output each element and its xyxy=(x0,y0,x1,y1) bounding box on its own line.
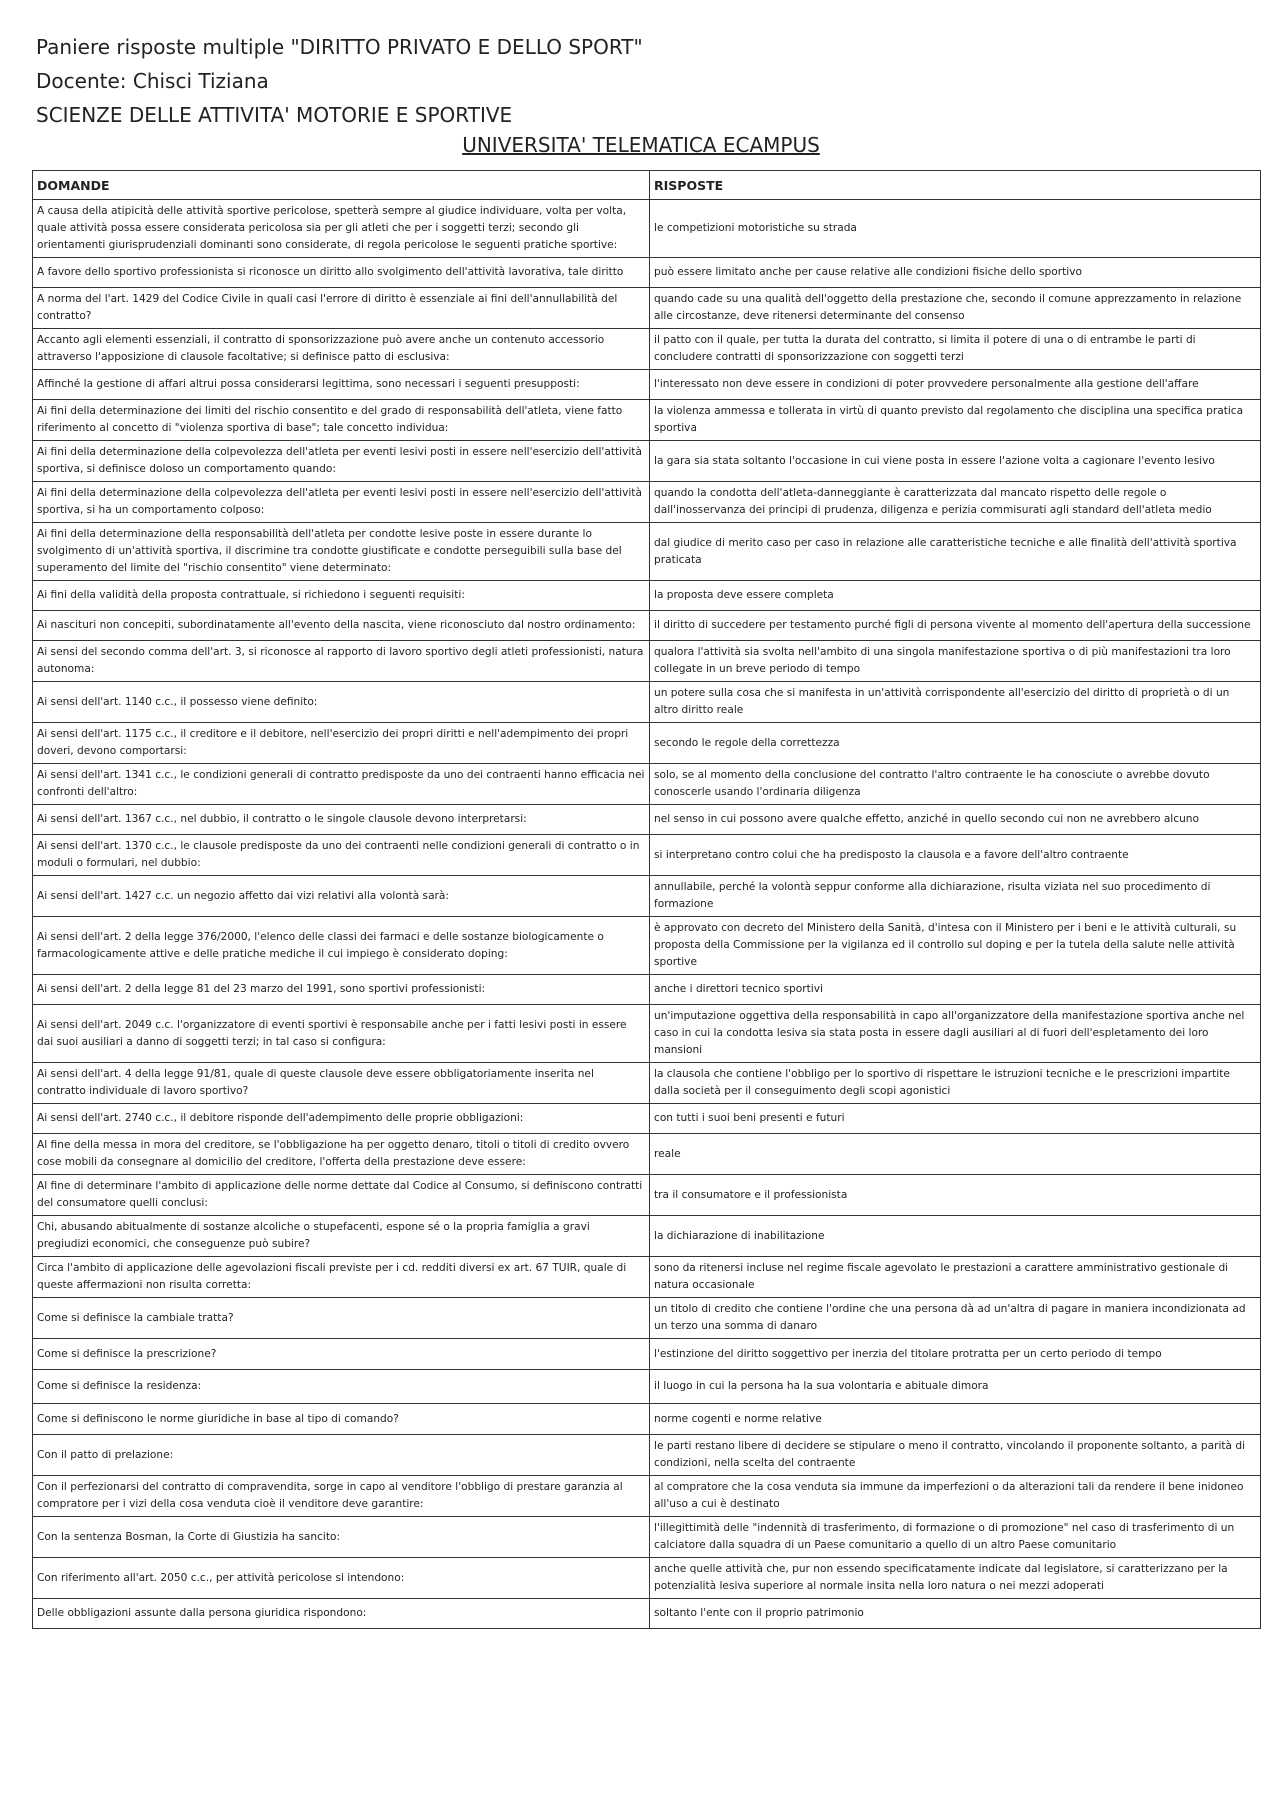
table-row xyxy=(33,523,1261,581)
answer-cell: è approvato con decreto del Ministero della Sanità, d'intesa con il Ministero per i beni e le attività culturali, su proposta della Commissione per la vigilanza ed il controllo sul doping e per la tutela della salute nelle attività sportive xyxy=(650,917,1261,975)
question-cell: Con la sentenza Bosman, la Corte di Giustizia ha sancito: xyxy=(33,1517,650,1558)
table-row xyxy=(33,1104,1261,1134)
table-row xyxy=(33,581,1261,611)
question-cell: Circa l'ambito di applicazione delle agevolazioni fiscali previste per i cd. redditi diversi ex art. 67 TUIR, quale di queste affermazioni non risulta corretta: xyxy=(33,1257,650,1298)
answer-cell: la proposta deve essere completa xyxy=(650,581,1261,611)
question-cell: Ai sensi dell'art. 1341 c.c., le condizioni generali di contratto predisposte da uno dei contraenti hanno efficacia nei confronti dell'altro: xyxy=(33,764,650,805)
answer-cell: soltanto l'ente con il proprio patrimonio xyxy=(650,1599,1261,1629)
answer-cell: anche i direttori tecnico sportivi xyxy=(650,975,1261,1005)
table-row xyxy=(33,1175,1261,1216)
answer-cell: un'imputazione oggettiva della responsabilità in capo all'organizzatore della manifestazione sportiva anche nel caso in cui la condotta lesiva sia stata posta in essere dagli ausiliari al di fuori dell'espletamento dei loro mansioni xyxy=(650,1005,1261,1063)
question-cell: Accanto agli elementi essenziali, il contratto di sponsorizzazione può avere anche un contenuto accessorio attraverso l'apposizione di clausole facoltative; si definisce patto di esclusiva: xyxy=(33,329,650,370)
answer-cell: quando cade su una qualità dell'oggetto della prestazione che, secondo il comune apprezzamento in relazione alle circostanze, deve ritenersi determinante del consenso xyxy=(650,288,1261,329)
answer-cell: annullabile, perché la volontà seppur conforme alla dichiarazione, risulta viziata nel suo procedimento di formazione xyxy=(650,876,1261,917)
question-cell: Come si definisce la cambiale tratta? xyxy=(33,1298,650,1339)
question-cell: Ai sensi dell'art. 1140 c.c., il possesso viene definito: xyxy=(33,682,650,723)
question-cell: A causa della atipicità delle attività sportive pericolose, spetterà sempre al giudice individuare, volta per volta, quale attività possa essere considerata pericolosa sia per gli atleti che per i soggetti terzi; secondo gli orientamenti giurisprudenziali dominanti sono considerate, di regola pericolose le seguenti pratiche sportive: xyxy=(33,200,650,258)
table-row xyxy=(33,1257,1261,1298)
question-cell: Ai sensi dell'art. 1370 c.c., le clausole predisposte da uno dei contraenti nelle condizioni generali di contratto o in moduli o formulari, nel dubbio: xyxy=(33,835,650,876)
answer-cell: sono da ritenersi incluse nel regime fiscale agevolato le prestazioni a carattere amministrativo gestionale di natura occasionale xyxy=(650,1257,1261,1298)
question-cell: Chi, abusando abitualmente di sostanze alcoliche o stupefacenti, espone sé o la propria famiglia a gravi pregiudizi economici, che conseguenze può subire? xyxy=(33,1216,650,1257)
course-title: Paniere risposte multiple "DIRITTO PRIVATO E DELLO SPORT" xyxy=(36,35,643,59)
table-row xyxy=(33,1435,1261,1476)
question-cell: Affinché la gestione di affari altrui possa considerarsi legittima, sono necessari i seguenti presupposti: xyxy=(33,370,650,400)
table-row xyxy=(33,441,1261,482)
question-cell: Ai nascituri non concepiti, subordinatamente all'evento della nascita, viene riconosciuto dal nostro ordinamento: xyxy=(33,611,650,641)
answer-cell: l'interessato non deve essere in condizioni di poter provvedere personalmente alla gestione dell'affare xyxy=(650,370,1261,400)
answer-cell: solo, se al momento della conclusione del contratto l'altro contraente le ha conosciute o avrebbe dovuto conoscerle usando l'ordinaria diligenza xyxy=(650,764,1261,805)
answer-cell: il patto con il quale, per tutta la durata del contratto, si limita il potere di una o di entrambe le parti di concludere contratti di sponsorizzazione con soggetti terzi xyxy=(650,329,1261,370)
table-row xyxy=(33,1298,1261,1339)
question-cell: Ai fini della determinazione dei limiti del rischio consentito e del grado di responsabilità dell'atleta, viene fatto riferimento al concetto di "violenza sportiva di base"; tale concetto individua: xyxy=(33,400,650,441)
answer-cell: al compratore che la cosa venduta sia immune da imperfezioni o da alterazioni tali da rendere il bene inidoneo all'uso a cui è destinato xyxy=(650,1476,1261,1517)
table-row xyxy=(33,641,1261,682)
answer-cell: le parti restano libere di decidere se stipulare o meno il contratto, vincolando il proponente soltanto, a parità di condizioni, nella scelta del contraente xyxy=(650,1435,1261,1476)
question-cell: Come si definiscono le norme giuridiche in base al tipo di comando? xyxy=(33,1404,650,1435)
table-row xyxy=(33,400,1261,441)
table-row xyxy=(33,611,1261,641)
table-row xyxy=(33,764,1261,805)
table-row xyxy=(33,258,1261,288)
table-row xyxy=(33,975,1261,1005)
column-header-domande: DOMANDE xyxy=(33,171,650,200)
question-cell: Con il patto di prelazione: xyxy=(33,1435,650,1476)
table-row xyxy=(33,1370,1261,1404)
document-header xyxy=(36,30,1246,160)
question-cell: Ai sensi dell'art. 1175 c.c., il creditore e il debitore, nell'esercizio dei propri diritti e nell'adempimento dei propri doveri, devono comportarsi: xyxy=(33,723,650,764)
answer-cell: quando la condotta dell'atleta-danneggiante è caratterizzata dal mancato rispetto delle regole o dall'inosservanza dei principi di prudenza, diligenza e perizia commisurati agli standard dell'atleta medio xyxy=(650,482,1261,523)
answer-cell: le competizioni motoristiche su strada xyxy=(650,200,1261,258)
university-name: UNIVERSITA' TELEMATICA ECAMPUS xyxy=(462,133,820,157)
table-row xyxy=(33,805,1261,835)
question-cell: Ai sensi dell'art. 2 della legge 81 del 23 marzo del 1991, sono sportivi professionisti: xyxy=(33,975,650,1005)
answer-cell: dal giudice di merito caso per caso in relazione alle caratteristiche tecniche e alle finalità dell'attività sportiva praticata xyxy=(650,523,1261,581)
answer-cell: con tutti i suoi beni presenti e futuri xyxy=(650,1104,1261,1134)
table-row xyxy=(33,835,1261,876)
question-cell: Ai sensi dell'art. 1367 c.c., nel dubbio, il contratto o le singole clausole devono interpretarsi: xyxy=(33,805,650,835)
question-cell: Come si definisce la prescrizione? xyxy=(33,1339,650,1370)
answer-cell: il diritto di succedere per testamento purché figli di persona vivente al momento dell'apertura della successione xyxy=(650,611,1261,641)
table-row xyxy=(33,1134,1261,1175)
answer-cell: un potere sulla cosa che si manifesta in un'attività corrispondente all'esercizio del diritto di proprietà o di un altro diritto reale xyxy=(650,682,1261,723)
question-cell: Ai fini della determinazione della responsabilità dell'atleta per condotte lesive poste in essere durante lo svolgimento di un'attività sportiva, il discrimine tra condotte giustificate e condotte perseguibili sulla base del superamento del limite del "rischio consentito" viene determinato: xyxy=(33,523,650,581)
table-row xyxy=(33,288,1261,329)
table-row xyxy=(33,1005,1261,1063)
answer-cell: nel senso in cui possono avere qualche effetto, anziché in quello secondo cui non ne avrebbero alcuno xyxy=(650,805,1261,835)
question-cell: Con riferimento all'art. 2050 c.c., per attività pericolose si intendono: xyxy=(33,1558,650,1599)
table-row xyxy=(33,1063,1261,1104)
question-cell: Ai sensi dell'art. 2 della legge 376/2000, l'elenco delle classi dei farmaci e delle sostanze biologicamente o farmacologicamente attive e delle pratiche mediche il cui impiego è considerato doping: xyxy=(33,917,650,975)
answer-cell: la dichiarazione di inabilitazione xyxy=(650,1216,1261,1257)
table-row xyxy=(33,723,1261,764)
table-row xyxy=(33,1404,1261,1435)
answer-cell: un titolo di credito che contiene l'ordine che una persona dà ad un'altra di pagare in maniera incondizionata ad un terzo una somma di danaro xyxy=(650,1298,1261,1339)
question-cell: Al fine della messa in mora del creditore, se l'obbligazione ha per oggetto denaro, titoli o titoli di credito ovvero cose mobili da consegnare al domicilio del creditore, l'offerta della prestazione deve essere: xyxy=(33,1134,650,1175)
question-cell: Delle obbligazioni assunte dalla persona giuridica rispondono: xyxy=(33,1599,650,1629)
question-cell: Ai fini della determinazione della colpevolezza dell'atleta per eventi lesivi posti in essere nell'esercizio dell'attività sportiva, si definisce doloso un comportamento quando: xyxy=(33,441,650,482)
question-cell: Ai sensi dell'art. 2740 c.c., il debitore risponde dell'adempimento delle proprie obbligazioni: xyxy=(33,1104,650,1134)
answer-cell: la clausola che contiene l'obbligo per lo sportivo di rispettare le istruzioni tecniche e le prescrizioni impartite dalla società per il conseguimento degli scopi agonistici xyxy=(650,1063,1261,1104)
table-row xyxy=(33,200,1261,258)
table-row xyxy=(33,1339,1261,1370)
answer-cell: la gara sia stata soltanto l'occasione in cui viene posta in essere l'azione volta a cagionare l'evento lesivo xyxy=(650,441,1261,482)
question-cell: Ai fini della determinazione della colpevolezza dell'atleta per eventi lesivi posti in essere nell'esercizio dell'attività sportiva, si ha un comportamento colposo: xyxy=(33,482,650,523)
table-row xyxy=(33,370,1261,400)
table-row xyxy=(33,1599,1261,1629)
degree-name: SCIENZE DELLE ATTIVITA' MOTORIE E SPORTIVE xyxy=(36,103,513,127)
answer-cell: l'estinzione del diritto soggettivo per inerzia del titolare protratta per un certo periodo di tempo xyxy=(650,1339,1261,1370)
table-row xyxy=(33,876,1261,917)
answer-cell: si interpretano contro colui che ha predisposto la clausola e a favore dell'altro contraente xyxy=(650,835,1261,876)
answer-cell: il luogo in cui la persona ha la sua volontaria e abituale dimora xyxy=(650,1370,1261,1404)
table-row xyxy=(33,1216,1261,1257)
table-row xyxy=(33,329,1261,370)
question-cell: Al fine di determinare l'ambito di applicazione delle norme dettate dal Codice al Consumo, si definiscono contratti del consumatore quelli conclusi: xyxy=(33,1175,650,1216)
question-cell: Ai sensi dell'art. 1427 c.c. un negozio affetto dai vizi relativi alla volontà sarà: xyxy=(33,876,650,917)
answer-cell: può essere limitato anche per cause relative alle condizioni fisiche dello sportivo xyxy=(650,258,1261,288)
table-row xyxy=(33,1558,1261,1599)
answer-cell: l'illegittimità delle "indennità di trasferimento, di formazione o di promozione" nel caso di trasferimento di un calciatore dalla squadra di un Paese comunitario a quello di un altro Paese comunitario xyxy=(650,1517,1261,1558)
question-cell: Ai sensi dell'art. 4 della legge 91/81, quale di queste clausole deve essere obbligatoriamente inserita nel contratto individuale di lavoro sportivo? xyxy=(33,1063,650,1104)
answer-cell: reale xyxy=(650,1134,1261,1175)
question-cell: A norma del l'art. 1429 del Codice Civile in quali casi l'errore di diritto è essenziale ai fini dell'annullabilità del contratto? xyxy=(33,288,650,329)
table-row xyxy=(33,1476,1261,1517)
answer-cell: tra il consumatore e il professionista xyxy=(650,1175,1261,1216)
answer-cell: anche quelle attività che, pur non essendo specificatamente indicate dal legislatore, si caratterizzano per la potenzialità lesiva superiore al normale insita nella loro natura o nei mezzi adoperati xyxy=(650,1558,1261,1599)
teacher-name: Docente: Chisci Tiziana xyxy=(36,69,269,93)
answer-cell: la violenza ammessa e tollerata in virtù di quanto previsto dal regolamento che disciplina una specifica pratica sportiva xyxy=(650,400,1261,441)
table-row xyxy=(33,482,1261,523)
question-cell: Ai sensi dell'art. 2049 c.c. l'organizzatore di eventi sportivi è responsabile anche per i fatti lesivi posti in essere dai suoi ausiliari a danno di soggetti terzi; in tal caso si configura: xyxy=(33,1005,650,1063)
answer-cell: qualora l'attività sia svolta nell'ambito di una singola manifestazione sportiva o di più manifestazioni tra loro collegate in un breve periodo di tempo xyxy=(650,641,1261,682)
question-cell: A favore dello sportivo professionista si riconosce un diritto allo svolgimento dell'attività lavorativa, tale diritto xyxy=(33,258,650,288)
answer-cell: norme cogenti e norme relative xyxy=(650,1404,1261,1435)
question-cell: Come si definisce la residenza: xyxy=(33,1370,650,1404)
question-cell: Ai fini della validità della proposta contrattuale, si richiedono i seguenti requisiti: xyxy=(33,581,650,611)
answer-cell: secondo le regole della correttezza xyxy=(650,723,1261,764)
table-row xyxy=(33,1517,1261,1558)
questions-table xyxy=(32,170,1261,1629)
table-header-row xyxy=(33,171,1261,200)
table-row xyxy=(33,682,1261,723)
question-cell: Con il perfezionarsi del contratto di compravendita, sorge in capo al venditore l'obbligo di prestare garanzia al compratore per i vizi della cosa venduta cioè il venditore deve garantire: xyxy=(33,1476,650,1517)
table-row xyxy=(33,917,1261,975)
column-header-risposte: RISPOSTE xyxy=(650,171,1261,200)
question-cell: Ai sensi del secondo comma dell'art. 3, si riconosce al rapporto di lavoro sportivo degli atleti professionisti, natura autonoma: xyxy=(33,641,650,682)
